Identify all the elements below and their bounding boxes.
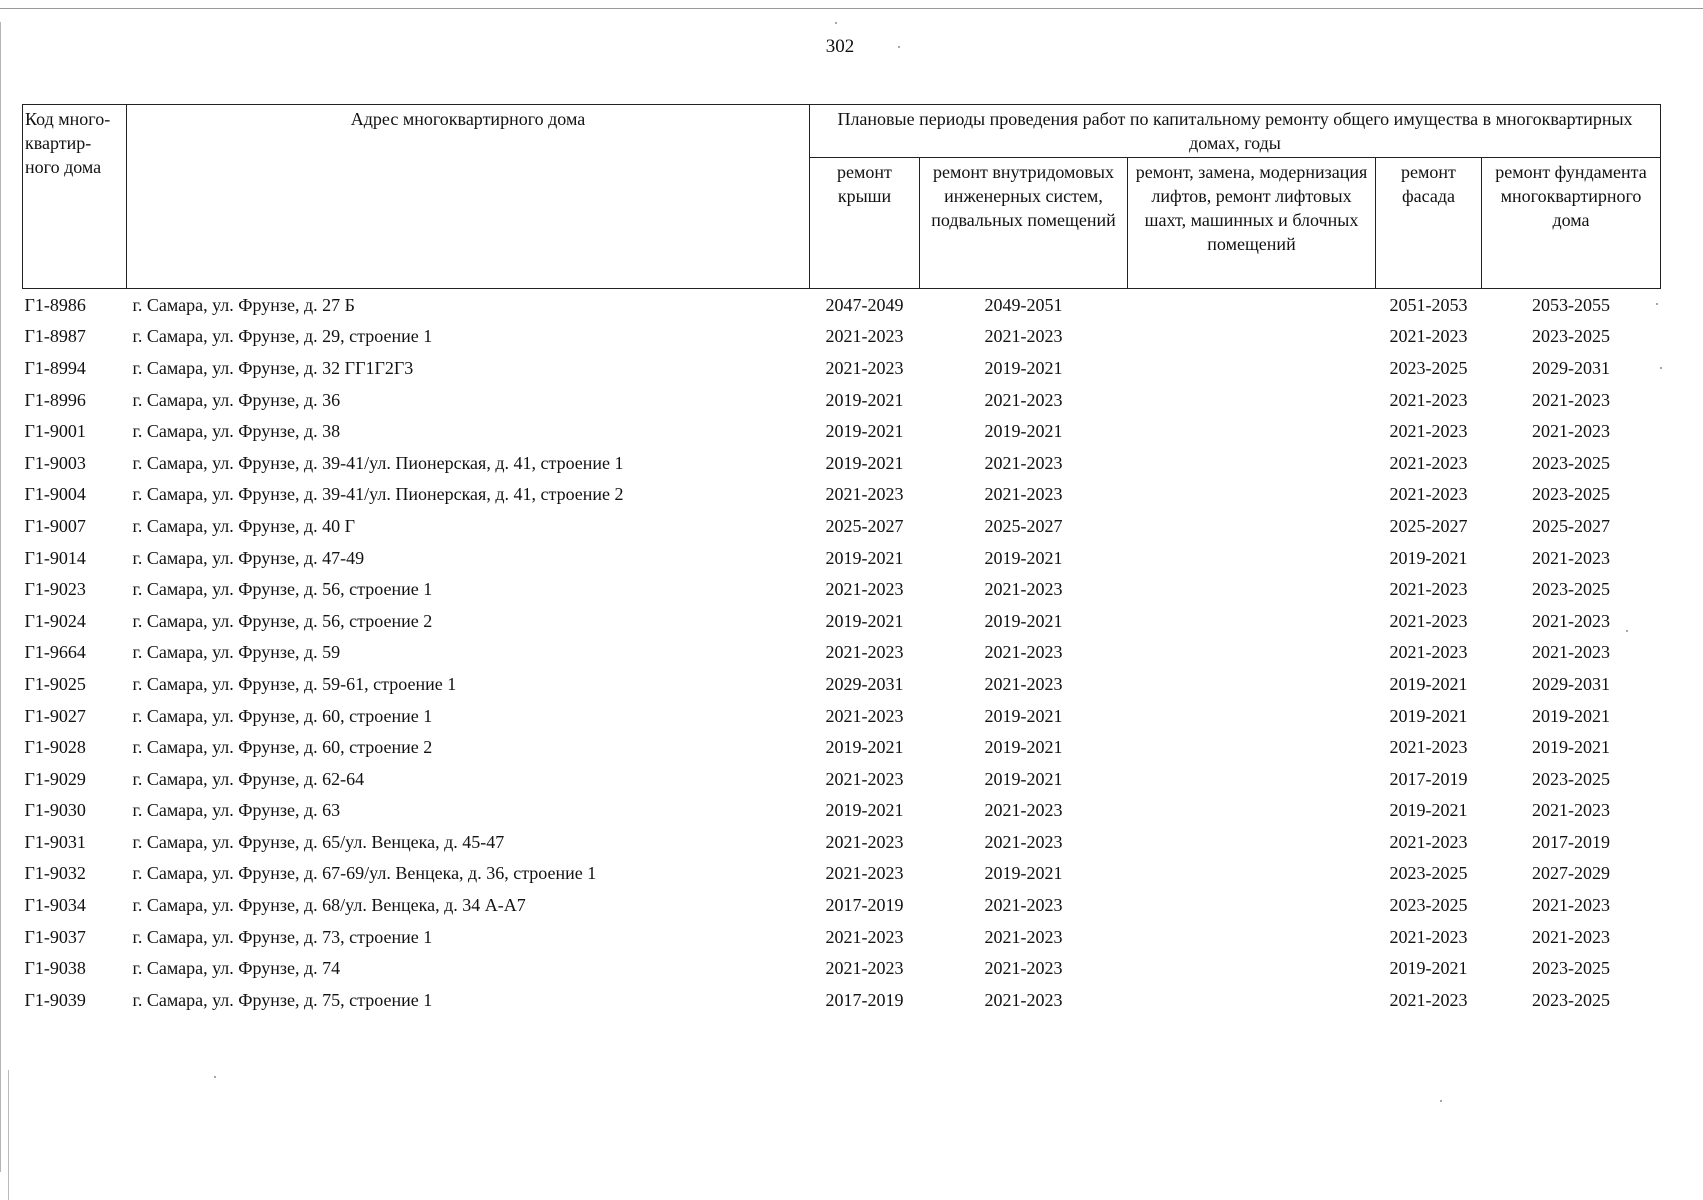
cell-facade: 2021-2023 xyxy=(1389,452,1468,473)
header-foundation: ремонт фундамента многоквартирного дома xyxy=(1482,158,1661,289)
cell-code: Г1-8986 xyxy=(24,294,86,315)
cell-roof: 2021-2023 xyxy=(825,863,904,884)
cell-foundation: 2021-2023 xyxy=(1532,800,1610,821)
cell-roof: 2021-2023 xyxy=(825,642,904,663)
cell-code: Г1-8994 xyxy=(24,357,86,378)
cell-facade: 2023-2025 xyxy=(1389,357,1468,378)
cell-code: Г1-9030 xyxy=(24,800,86,821)
cell-address: г. Самара, ул. Фрунзе, д. 62-64 xyxy=(132,768,365,789)
cell-lifts xyxy=(1128,510,1376,542)
cell-lifts xyxy=(1128,384,1376,416)
cell-foundation: 2021-2023 xyxy=(1532,421,1610,442)
cell-lifts xyxy=(1128,984,1376,1016)
table-row xyxy=(23,700,1661,732)
table-row xyxy=(23,731,1661,763)
cell-engineering: 2021-2023 xyxy=(984,800,1063,821)
cell-facade: 2021-2023 xyxy=(1389,579,1468,600)
cell-engineering: 2021-2023 xyxy=(984,673,1063,694)
cell-address: г. Самара, ул. Фрунзе, д. 59-61, строение 1 xyxy=(132,673,457,694)
table-row xyxy=(23,321,1661,353)
cell-lifts xyxy=(1128,637,1376,669)
cell-engineering: 2021-2023 xyxy=(984,831,1063,852)
cell-foundation: 2021-2023 xyxy=(1532,926,1610,947)
cell-address: г. Самара, ул. Фрунзе, д. 32 ГГ1Г2Г3 xyxy=(132,357,414,378)
cell-address: г. Самара, ул. Фрунзе, д. 27 Б xyxy=(132,294,355,315)
cell-roof: 2021-2023 xyxy=(825,705,904,726)
cell-foundation: 2053-2055 xyxy=(1532,294,1610,315)
cell-lifts xyxy=(1128,668,1376,700)
cell-engineering: 2019-2021 xyxy=(984,357,1063,378)
cell-code: Г1-9023 xyxy=(24,579,86,600)
cell-facade: 2021-2023 xyxy=(1389,737,1468,758)
cell-foundation: 2019-2021 xyxy=(1532,705,1610,726)
cell-engineering: 2021-2023 xyxy=(984,895,1063,916)
cell-foundation: 2023-2025 xyxy=(1532,989,1610,1010)
header-lifts: ремонт, замена, модернизация лифтов, ремонт лифтовых шахт, машинных и блочных помещений xyxy=(1128,158,1376,289)
cell-roof: 2019-2021 xyxy=(825,737,904,758)
cell-foundation: 2019-2021 xyxy=(1532,737,1610,758)
table-row xyxy=(23,984,1661,1016)
scan-edge-left-lower xyxy=(8,1070,9,1200)
cell-engineering: 2021-2023 xyxy=(984,389,1063,410)
scan-speck xyxy=(1626,630,1628,632)
cell-code: Г1-9014 xyxy=(24,547,86,568)
cell-engineering: 2019-2021 xyxy=(984,863,1063,884)
cell-lifts xyxy=(1128,447,1376,479)
cell-engineering: 2019-2021 xyxy=(984,705,1063,726)
cell-address: г. Самара, ул. Фрунзе, д. 65/ул. Венцека, д. 45-47 xyxy=(132,831,505,852)
cell-engineering: 2021-2023 xyxy=(984,326,1063,347)
cell-foundation: 2029-2031 xyxy=(1532,357,1610,378)
cell-address: г. Самара, ул. Фрунзе, д. 56, строение 2 xyxy=(132,610,433,631)
table-row xyxy=(23,384,1661,416)
cell-address: г. Самара, ул. Фрунзе, д. 36 xyxy=(132,389,341,410)
cell-roof: 2021-2023 xyxy=(825,958,904,979)
cell-engineering: 2021-2023 xyxy=(984,642,1063,663)
cell-engineering: 2021-2023 xyxy=(984,484,1063,505)
cell-code: Г1-9032 xyxy=(24,863,86,884)
table-row xyxy=(23,921,1661,953)
header-facade: ремонт фасада xyxy=(1376,158,1482,289)
table-row xyxy=(23,763,1661,795)
cell-lifts xyxy=(1128,700,1376,732)
cell-roof: 2019-2021 xyxy=(825,389,904,410)
cell-lifts xyxy=(1128,321,1376,353)
cell-foundation: 2023-2025 xyxy=(1532,958,1610,979)
header-periods-group: Плановые периоды проведения работ по капитальному ремонту общего имущества в многоквартирных домах, годы xyxy=(810,105,1661,158)
cell-roof: 2029-2031 xyxy=(825,673,904,694)
table-row xyxy=(23,858,1661,890)
cell-engineering: 2019-2021 xyxy=(984,421,1063,442)
cell-roof: 2017-2019 xyxy=(825,989,904,1010)
cell-facade: 2019-2021 xyxy=(1389,800,1468,821)
cell-foundation: 2017-2019 xyxy=(1532,831,1610,852)
cell-foundation: 2021-2023 xyxy=(1532,547,1610,568)
table-row xyxy=(23,668,1661,700)
cell-facade: 2021-2023 xyxy=(1389,989,1468,1010)
cell-roof: 2019-2021 xyxy=(825,421,904,442)
cell-code: Г1-9001 xyxy=(24,421,86,442)
cell-code: Г1-9003 xyxy=(24,452,86,473)
cell-foundation: 2021-2023 xyxy=(1532,895,1610,916)
cell-address: г. Самара, ул. Фрунзе, д. 39-41/ул. Пионерская, д. 41, строение 2 xyxy=(132,484,624,505)
cell-lifts xyxy=(1128,731,1376,763)
cell-engineering: 2019-2021 xyxy=(984,610,1063,631)
cell-facade: 2021-2023 xyxy=(1389,421,1468,442)
table-body xyxy=(23,289,1661,1016)
cell-address: г. Самара, ул. Фрунзе, д. 75, строение 1 xyxy=(132,989,433,1010)
scan-speck xyxy=(1656,303,1658,305)
cell-engineering: 2019-2021 xyxy=(984,768,1063,789)
cell-lifts xyxy=(1128,921,1376,953)
cell-address: г. Самара, ул. Фрунзе, д. 40 Г xyxy=(132,515,356,536)
cell-code: Г1-9038 xyxy=(24,958,86,979)
cell-address: г. Самара, ул. Фрунзе, д. 68/ул. Венцека, д. 34 А-А7 xyxy=(132,895,526,916)
page-number: 302 xyxy=(825,36,855,57)
cell-facade: 2019-2021 xyxy=(1389,958,1468,979)
scan-edge-left xyxy=(0,22,1,1172)
cell-facade: 2023-2025 xyxy=(1389,863,1468,884)
cell-code: Г1-9029 xyxy=(24,768,86,789)
cell-engineering: 2021-2023 xyxy=(984,958,1063,979)
scan-speck xyxy=(214,1076,216,1078)
cell-code: Г1-9027 xyxy=(24,705,86,726)
cell-lifts xyxy=(1128,889,1376,921)
cell-facade: 2021-2023 xyxy=(1389,831,1468,852)
capital-repair-table xyxy=(22,104,1661,1016)
cell-lifts xyxy=(1128,952,1376,984)
cell-roof: 2019-2021 xyxy=(825,610,904,631)
cell-lifts xyxy=(1128,479,1376,511)
cell-foundation: 2021-2023 xyxy=(1532,642,1610,663)
cell-address: г. Самара, ул. Фрунзе, д. 39-41/ул. Пионерская, д. 41, строение 1 xyxy=(132,452,624,473)
table-header xyxy=(23,105,1661,289)
cell-engineering: 2021-2023 xyxy=(984,926,1063,947)
header-address: Адрес многоквартирного дома xyxy=(127,105,810,289)
cell-facade: 2021-2023 xyxy=(1389,926,1468,947)
cell-facade: 2021-2023 xyxy=(1389,326,1468,347)
cell-address: г. Самара, ул. Фрунзе, д. 60, строение 1 xyxy=(132,705,433,726)
cell-code: Г1-9004 xyxy=(24,484,86,505)
cell-code: Г1-8987 xyxy=(24,326,86,347)
table-row xyxy=(23,542,1661,574)
table-row xyxy=(23,352,1661,384)
cell-foundation: 2025-2027 xyxy=(1532,515,1610,536)
cell-code: Г1-9037 xyxy=(24,926,86,947)
table-row xyxy=(23,952,1661,984)
table-row xyxy=(23,889,1661,921)
cell-roof: 2021-2023 xyxy=(825,326,904,347)
cell-address: г. Самара, ул. Фрунзе, д. 63 xyxy=(132,800,341,821)
cell-facade: 2019-2021 xyxy=(1389,547,1468,568)
cell-code: Г1-8996 xyxy=(24,389,86,410)
cell-address: г. Самара, ул. Фрунзе, д. 74 xyxy=(132,958,341,979)
header-code: Код много-квартир-ного дома xyxy=(23,105,127,289)
table-row xyxy=(23,637,1661,669)
cell-engineering: 2019-2021 xyxy=(984,547,1063,568)
table-row xyxy=(23,826,1661,858)
cell-engineering: 2021-2023 xyxy=(984,579,1063,600)
cell-engineering: 2019-2021 xyxy=(984,737,1063,758)
scan-edge-top xyxy=(0,8,1703,9)
cell-roof: 2025-2027 xyxy=(825,515,904,536)
cell-code: Г1-9025 xyxy=(24,673,86,694)
cell-facade: 2023-2025 xyxy=(1389,895,1468,916)
cell-engineering: 2025-2027 xyxy=(984,515,1063,536)
cell-foundation: 2027-2029 xyxy=(1532,863,1610,884)
cell-foundation: 2023-2025 xyxy=(1532,452,1610,473)
cell-roof: 2021-2023 xyxy=(825,768,904,789)
cell-roof: 2021-2023 xyxy=(825,831,904,852)
cell-lifts xyxy=(1128,289,1376,321)
scan-speck xyxy=(835,22,837,24)
table-row xyxy=(23,795,1661,827)
cell-roof: 2047-2049 xyxy=(825,294,904,315)
cell-roof: 2021-2023 xyxy=(825,926,904,947)
cell-engineering: 2021-2023 xyxy=(984,989,1063,1010)
cell-facade: 2025-2027 xyxy=(1389,515,1468,536)
cell-foundation: 2023-2025 xyxy=(1532,768,1610,789)
cell-roof: 2021-2023 xyxy=(825,579,904,600)
scan-speck xyxy=(898,46,900,48)
cell-lifts xyxy=(1128,542,1376,574)
cell-roof: 2019-2021 xyxy=(825,800,904,821)
cell-code: Г1-9039 xyxy=(24,989,86,1010)
cell-facade: 2019-2021 xyxy=(1389,705,1468,726)
table-row xyxy=(23,510,1661,542)
cell-code: Г1-9034 xyxy=(24,895,86,916)
cell-address: г. Самара, ул. Фрунзе, д. 56, строение 1 xyxy=(132,579,433,600)
cell-lifts xyxy=(1128,858,1376,890)
cell-facade: 2019-2021 xyxy=(1389,673,1468,694)
cell-roof: 2019-2021 xyxy=(825,452,904,473)
scan-speck xyxy=(1660,367,1662,369)
cell-lifts xyxy=(1128,826,1376,858)
cell-engineering: 2049-2051 xyxy=(984,294,1063,315)
scan-speck xyxy=(1440,1100,1442,1102)
table-row xyxy=(23,479,1661,511)
table-row xyxy=(23,605,1661,637)
cell-address: г. Самара, ул. Фрунзе, д. 29, строение 1 xyxy=(132,326,433,347)
header-roof: ремонт крыши xyxy=(810,158,920,289)
cell-lifts xyxy=(1128,415,1376,447)
cell-lifts xyxy=(1128,763,1376,795)
table-row xyxy=(23,573,1661,605)
header-engineering: ремонт внутридомовых инженерных систем, подвальных помещений xyxy=(920,158,1128,289)
cell-address: г. Самара, ул. Фрунзе, д. 47-49 xyxy=(132,547,365,568)
cell-facade: 2021-2023 xyxy=(1389,389,1468,410)
cell-address: г. Самара, ул. Фрунзе, д. 67-69/ул. Венцека, д. 36, строение 1 xyxy=(132,863,597,884)
cell-foundation: 2029-2031 xyxy=(1532,673,1610,694)
cell-lifts xyxy=(1128,352,1376,384)
cell-code: Г1-9031 xyxy=(24,831,86,852)
cell-foundation: 2023-2025 xyxy=(1532,579,1610,600)
cell-facade: 2017-2019 xyxy=(1389,768,1468,789)
cell-facade: 2021-2023 xyxy=(1389,610,1468,631)
cell-address: г. Самара, ул. Фрунзе, д. 60, строение 2 xyxy=(132,737,433,758)
cell-lifts xyxy=(1128,795,1376,827)
cell-code: Г1-9024 xyxy=(24,610,86,631)
table-row xyxy=(23,289,1661,321)
cell-address: г. Самара, ул. Фрунзе, д. 73, строение 1 xyxy=(132,926,433,947)
cell-foundation: 2021-2023 xyxy=(1532,610,1610,631)
cell-facade: 2051-2053 xyxy=(1389,294,1468,315)
cell-roof: 2021-2023 xyxy=(825,357,904,378)
cell-address: г. Самара, ул. Фрунзе, д. 59 xyxy=(132,642,341,663)
cell-roof: 2021-2023 xyxy=(825,484,904,505)
cell-foundation: 2023-2025 xyxy=(1532,326,1610,347)
cell-facade: 2021-2023 xyxy=(1389,642,1468,663)
cell-foundation: 2021-2023 xyxy=(1532,389,1610,410)
cell-address: г. Самара, ул. Фрунзе, д. 38 xyxy=(132,421,341,442)
table-row xyxy=(23,415,1661,447)
table-row xyxy=(23,447,1661,479)
cell-lifts xyxy=(1128,573,1376,605)
cell-roof: 2019-2021 xyxy=(825,547,904,568)
cell-code: Г1-9028 xyxy=(24,737,86,758)
cell-foundation: 2023-2025 xyxy=(1532,484,1610,505)
cell-code: Г1-9664 xyxy=(24,642,86,663)
cell-roof: 2017-2019 xyxy=(825,895,904,916)
cell-engineering: 2021-2023 xyxy=(984,452,1063,473)
cell-code: Г1-9007 xyxy=(24,515,86,536)
cell-lifts xyxy=(1128,605,1376,637)
cell-facade: 2021-2023 xyxy=(1389,484,1468,505)
